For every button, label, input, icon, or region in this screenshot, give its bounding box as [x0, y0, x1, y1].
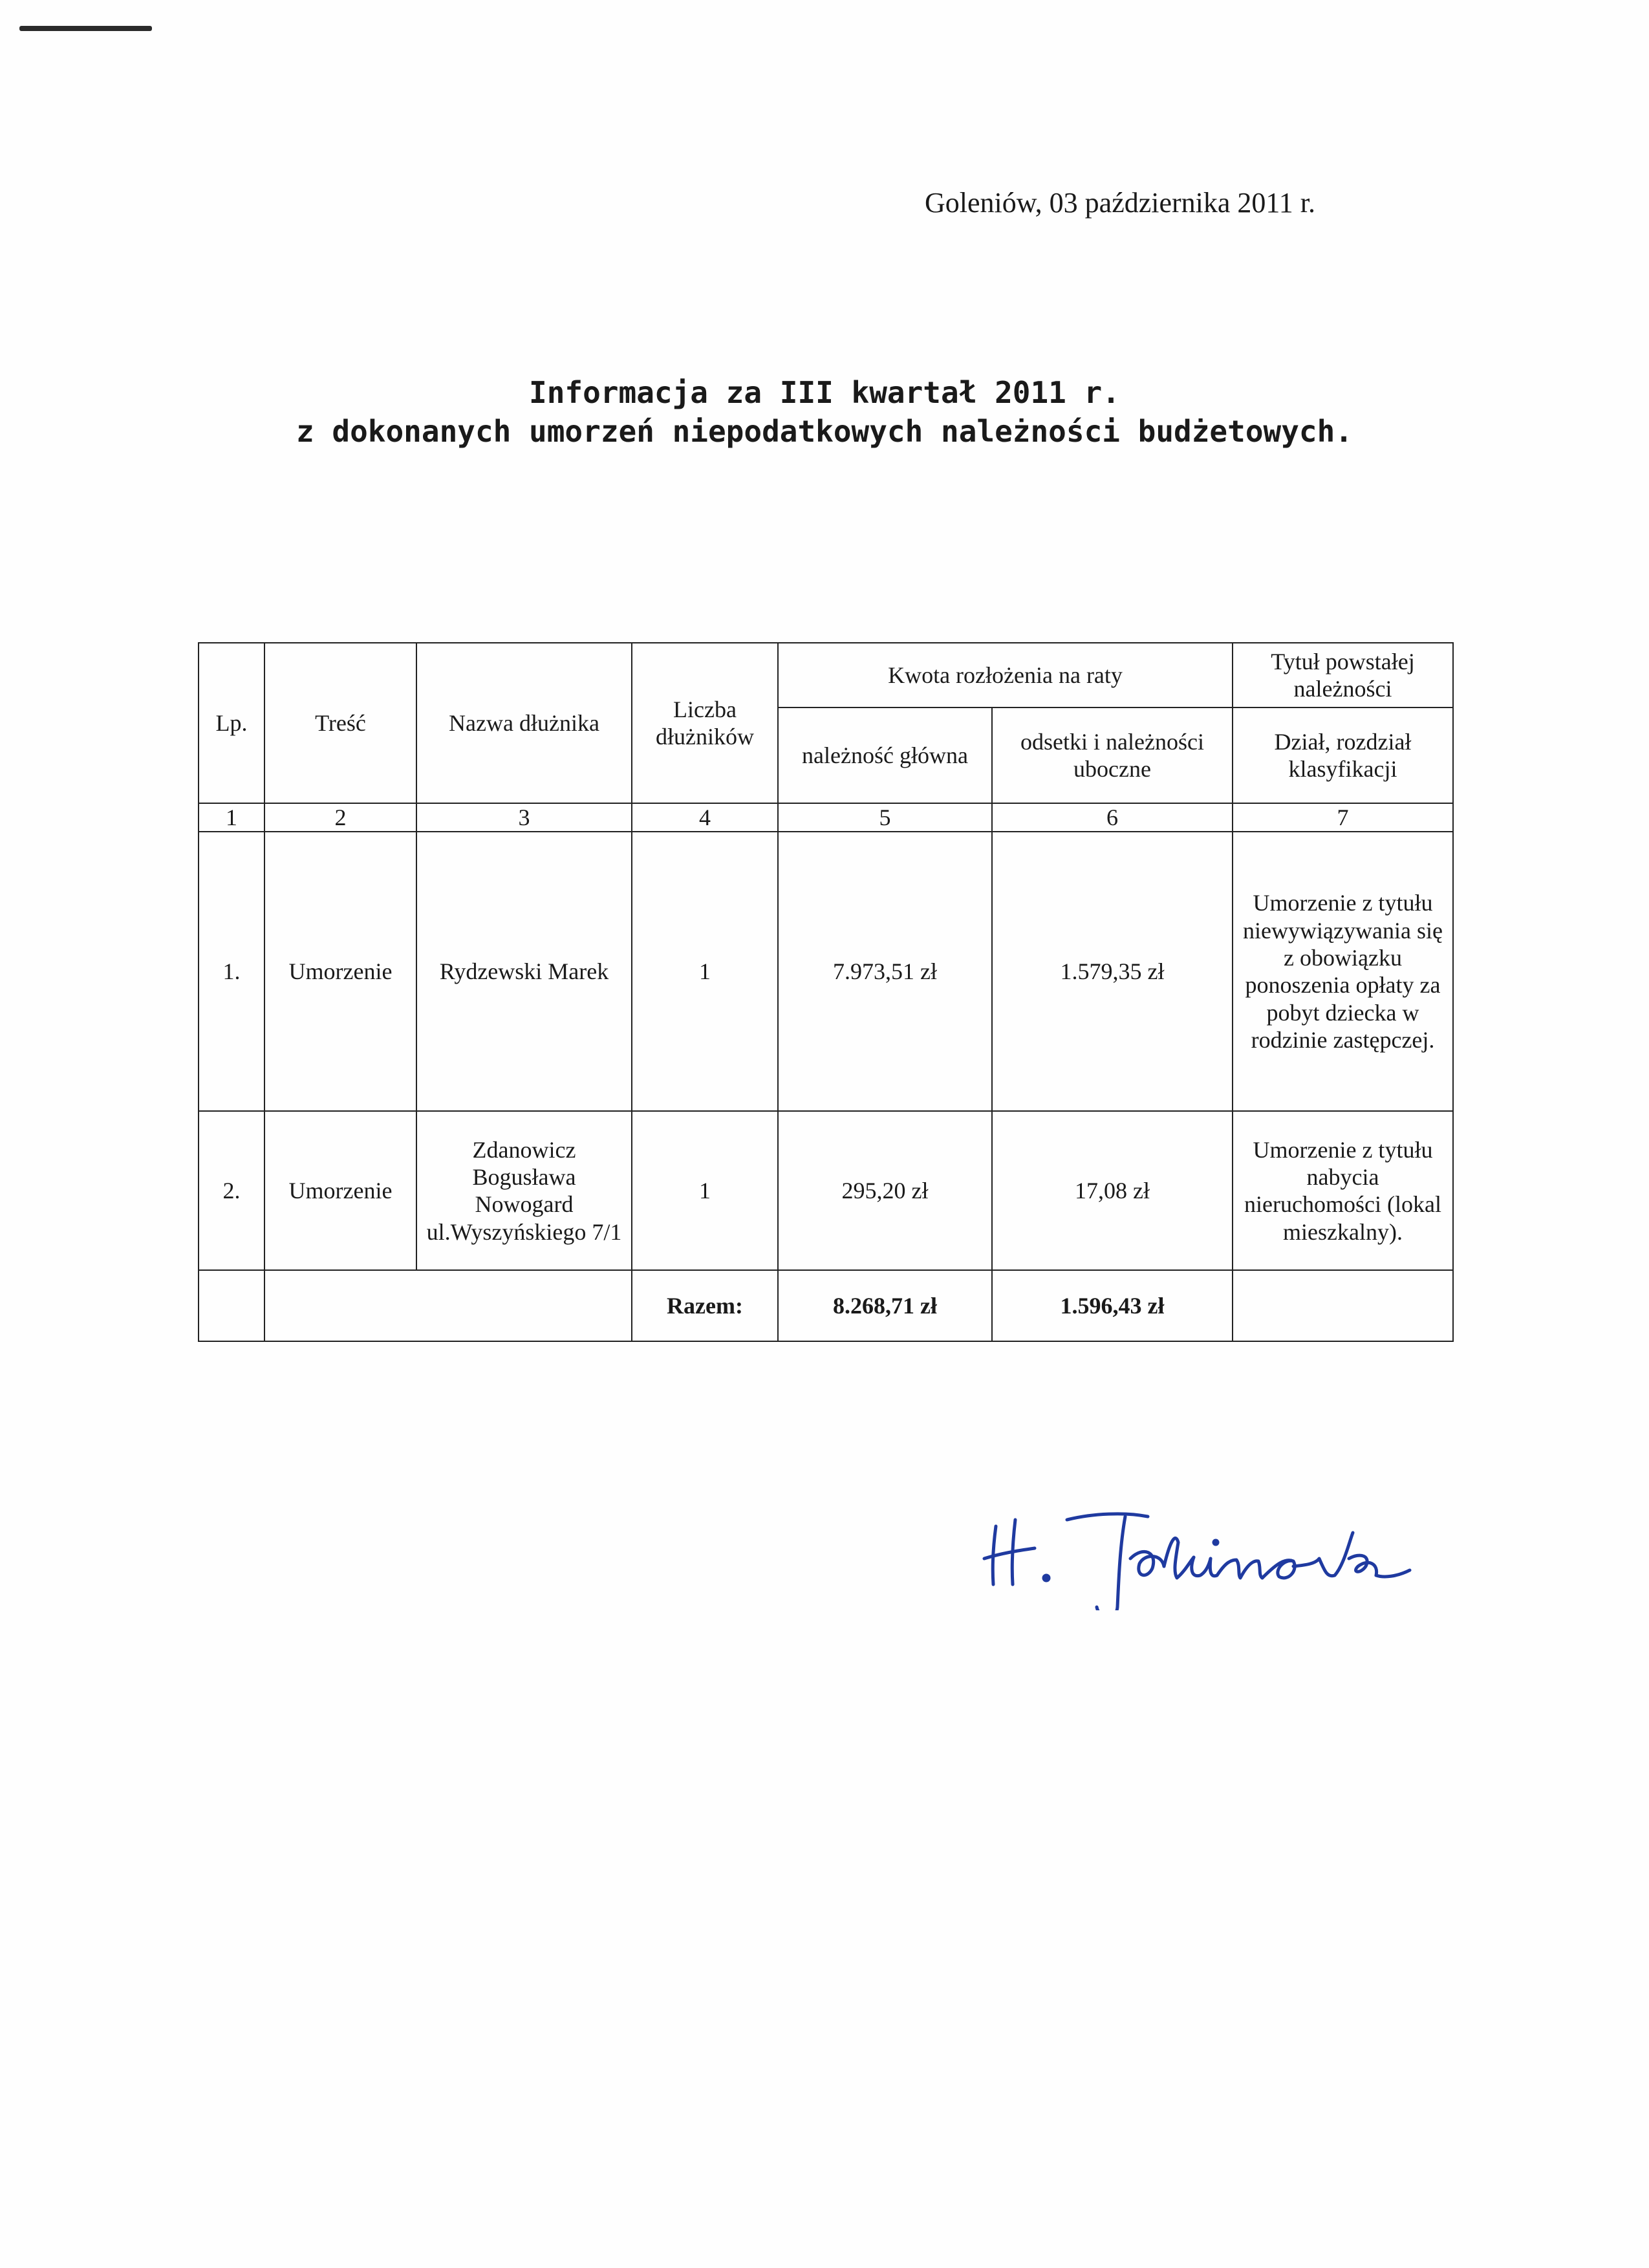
column-number: 7	[1233, 803, 1453, 832]
row-naleznosc-glowna: 295,20 zł	[778, 1111, 992, 1270]
header-tytul: Tytuł powstałej należności	[1233, 643, 1453, 707]
header-row-1	[199, 643, 1453, 707]
table-row	[199, 832, 1453, 1111]
row-liczba: 1	[632, 832, 778, 1111]
total-row	[199, 1270, 1453, 1341]
row-nazwa: Zdanowicz Bogusława Nowogard ul.Wyszyńskiego 7/1	[416, 1111, 632, 1270]
document-title: Informacja za III kwartał 2011 r.	[529, 375, 1120, 410]
total-label: Razem:	[632, 1270, 778, 1341]
column-number-row	[199, 803, 1453, 832]
row-odsetki: 1.579,35 zł	[992, 832, 1233, 1111]
column-number: 2	[264, 803, 416, 832]
header-naleznosc-glowna: należność główna	[778, 707, 992, 803]
column-number: 1	[199, 803, 264, 832]
document-subtitle: z dokonanych umorzeń niepodatkowych należności budżetowych.	[296, 414, 1353, 449]
signature	[970, 1481, 1423, 1614]
row-tytul: Umorzenie z tytułu nabycia nieruchomości (lokal mieszkalny).	[1233, 1111, 1453, 1270]
row-nazwa: Rydzewski Marek	[416, 832, 632, 1111]
row-liczba: 1	[632, 1111, 778, 1270]
total-empty-cell	[1233, 1270, 1453, 1341]
column-number: 3	[416, 803, 632, 832]
date-line: Goleniów, 03 października 2011 r.	[925, 187, 1316, 219]
total-empty-cell	[199, 1270, 264, 1341]
row-odsetki: 17,08 zł	[992, 1111, 1233, 1270]
header-lp: Lp.	[199, 643, 264, 803]
header-nazwa-dluznika: Nazwa dłużnika	[416, 643, 632, 803]
header-kwota: Kwota rozłożenia na raty	[778, 643, 1233, 707]
row-naleznosc-glowna: 7.973,51 zł	[778, 832, 992, 1111]
header-liczba-dluznikow: Liczba dłużników	[632, 643, 778, 803]
total-odsetki: 1.596,43 zł	[992, 1270, 1233, 1341]
header-odsetki: odsetki i należności uboczne	[992, 707, 1233, 803]
row-tresc: Umorzenie	[264, 1111, 416, 1270]
header-tresc: Treść	[264, 643, 416, 803]
column-number: 6	[992, 803, 1233, 832]
total-empty-cell	[264, 1270, 632, 1341]
handwritten-signature	[970, 1481, 1423, 1610]
row-lp: 2.	[199, 1111, 264, 1270]
table-row	[199, 1111, 1453, 1270]
write-offs-table	[198, 642, 1454, 1342]
column-number: 4	[632, 803, 778, 832]
row-lp: 1.	[199, 832, 264, 1111]
total-naleznosc-glowna: 8.268,71 zł	[778, 1270, 992, 1341]
row-tresc: Umorzenie	[264, 832, 416, 1111]
column-number: 5	[778, 803, 992, 832]
header-dzial-rozdzial: Dział, rozdział klasyfikacji	[1233, 707, 1453, 803]
scan-edge-mark	[19, 26, 152, 31]
row-tytul: Umorzenie z tytułu niewywiązywania się z obowiązku ponoszenia opłaty za pobyt dziecka w rodzinie zastępczej.	[1233, 832, 1453, 1111]
